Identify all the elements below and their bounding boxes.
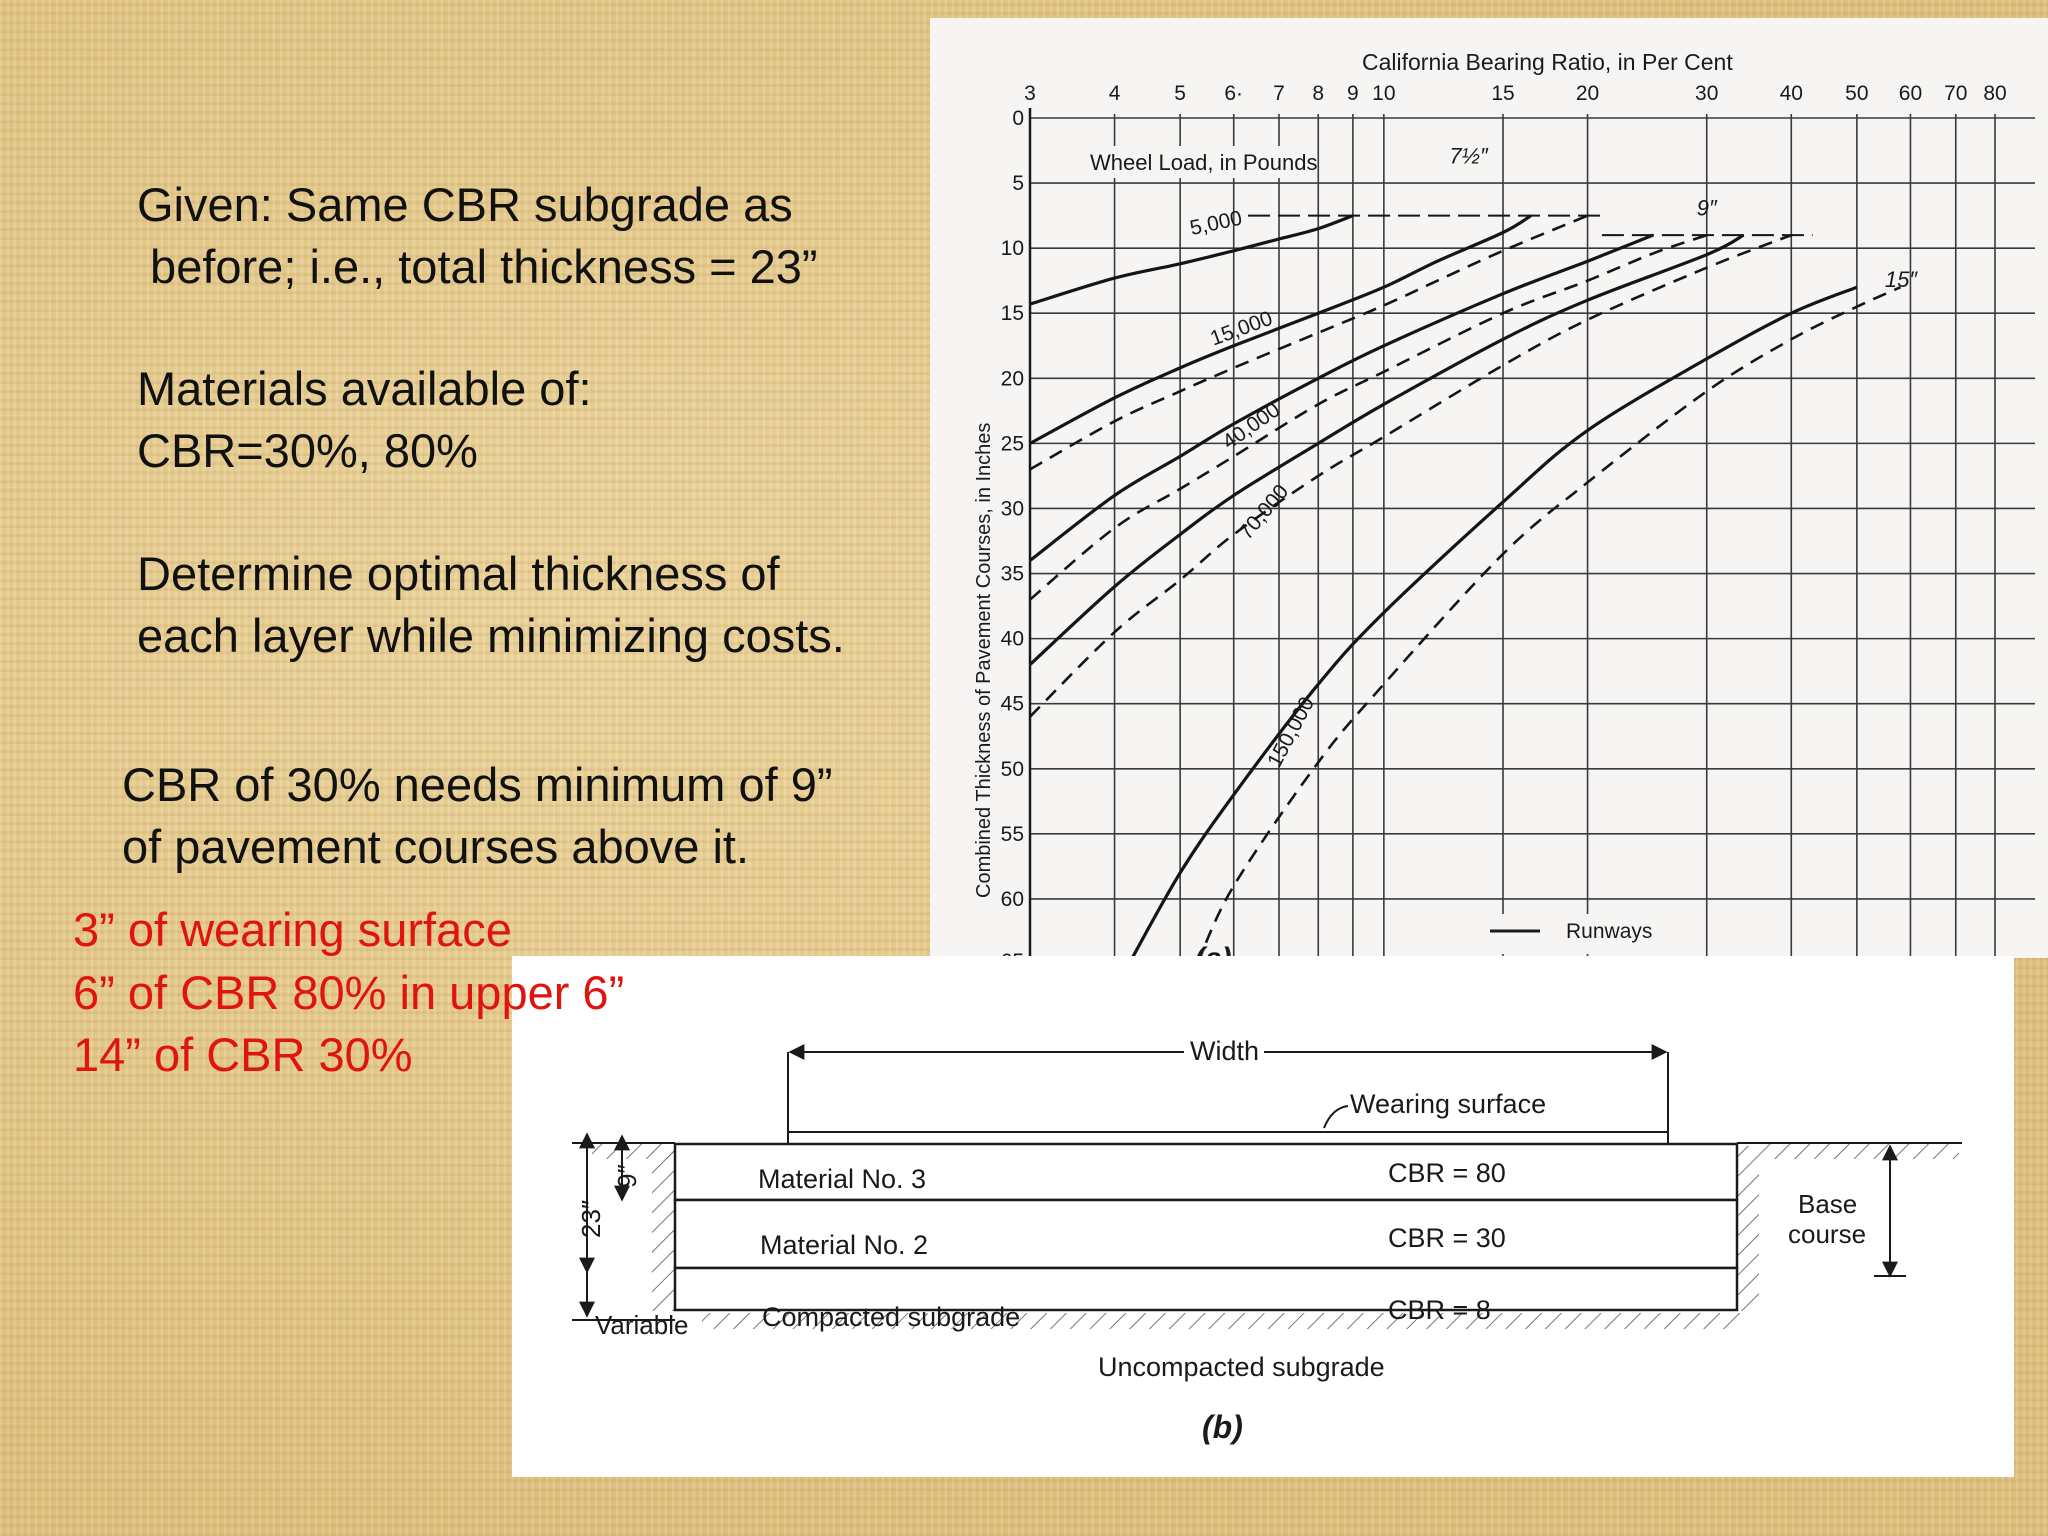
curve-label-5000: 5,000 [1187,206,1245,241]
x-tick-label: 5 [1174,82,1186,105]
y-tick-label: 60 [1000,887,1024,911]
x-tick-label: 70 [1944,82,1968,105]
layer-3-cbr: CBR = 8 [1388,1295,1491,1325]
y-tick-label: 30 [1000,497,1024,521]
curve-label-150000: 150,000 [1263,693,1320,772]
curve-label-70000: 70,000 [1234,480,1294,545]
series-line-15000-solid [1030,216,1531,444]
materials-line-1: Materials available of: [137,362,592,415]
curve-label-40000: 40,000 [1218,398,1285,454]
series-line-70000-solid [1030,235,1744,664]
wearing-surface-label: Wearing surface [1350,1089,1547,1119]
min-thickness-label: 15″ [1884,267,1918,293]
x-tick-label: 7 [1273,82,1285,105]
determine-line-2: each layer while minimizing costs. [137,609,845,662]
given-line-1: Given: Same CBR subgrade as [137,178,793,231]
materials-line-2: CBR=30%, 80% [137,424,478,477]
needs-line-1: CBR of 30% needs minimum of 9” [122,758,833,811]
x-tick-label: 50 [1845,82,1869,105]
y-tick-label: 0 [1012,107,1024,130]
y-tick-label: 20 [1000,367,1024,391]
y-tick-labels [1001,107,1024,973]
y-tick-label: 45 [1000,692,1024,716]
y-tick-label: 55 [1000,822,1024,846]
y-axis-label: Combined Thickness of Pavement Courses, in Inches [973,422,995,898]
layer-2-name: Material No. 2 [760,1230,929,1260]
x-tick-label: 3 [1024,82,1036,105]
series-line-40000-solid [1030,235,1653,560]
given-line-2: before; i.e., total thickness = 23” [137,240,818,293]
determine-line-1: Determine optimal thickness of [137,547,780,600]
curve-layer [1030,216,1901,964]
dim-9-label: 9″ [612,1164,642,1188]
wearing-surface-leader [1324,1106,1348,1128]
answer-line-1: 3” of wearing surface [73,903,512,956]
y-tick-label: 40 [1000,627,1024,651]
dim-variable-label: Variable [595,1310,689,1340]
y-tick-label: 25 [1000,432,1024,456]
x-tick-label: 9 [1347,82,1359,105]
wheel-load-label: Wheel Load, in Pounds [1090,150,1318,175]
wearing-surface-layer [788,1132,1668,1144]
x-tick-label: 15 [1491,82,1515,105]
layer-3-name: Compacted subgrade [762,1302,1021,1332]
chart-title: California Bearing Ratio, in Per Cent [1362,49,1733,75]
y-tick-label: 10 [1000,237,1024,261]
y-tick-label: 15 [1000,302,1024,326]
min-thickness-label: 7½″ [1449,143,1488,169]
series-line-15000-dashed [1030,216,1588,470]
curve-label-15000: 15,000 [1207,306,1276,351]
x-tick-label: 60 [1898,82,1923,105]
min-thickness-label: 9″ [1696,195,1717,221]
x-tick-label: 6· [1224,82,1244,105]
y-tick-label: 35 [1000,562,1024,586]
dim-23-label: 23″ [576,1199,606,1238]
cbr-chart-svg [930,18,2048,958]
uncompacted-label: Uncompacted subgrade [1098,1352,1385,1382]
x-tick-label: 4 [1108,82,1121,105]
answer-line-3: 14” of CBR 30% [73,1028,413,1081]
x-tick-label: 8 [1312,82,1325,105]
pavement-section-diagram [512,956,2014,1477]
x-tick-labels [1024,82,2007,105]
section-svg [512,956,2014,1477]
cbr-design-chart [930,18,2048,958]
series-line-150000-solid [1129,287,1857,964]
layer-2-cbr: CBR = 30 [1388,1223,1506,1253]
x-tick-label: 40 [1779,82,1803,105]
x-tick-label: 20 [1575,82,1600,105]
x-tick-label: 80 [1983,82,2007,105]
y-tick-label: 5 [1012,172,1024,196]
base-course-line-2: course [1788,1219,1867,1249]
base-course-line-1: Base [1798,1189,1858,1219]
panel-b-caption: (b) [1202,1409,1243,1445]
series-line-150000-dashed [1197,287,1900,964]
needs-line-2: of pavement courses above it. [122,820,750,873]
layer-1-cbr: CBR = 80 [1388,1158,1506,1188]
legend-runways: Runways [1566,920,1653,943]
answer-line-2: 6” of CBR 80% in upper 6” [73,966,625,1019]
y-tick-label: 50 [1000,757,1024,781]
x-tick-label: 10 [1372,82,1396,105]
x-tick-label: 30 [1695,82,1719,105]
layer-1-name: Material No. 3 [758,1164,927,1194]
width-label: Width [1190,1036,1260,1066]
